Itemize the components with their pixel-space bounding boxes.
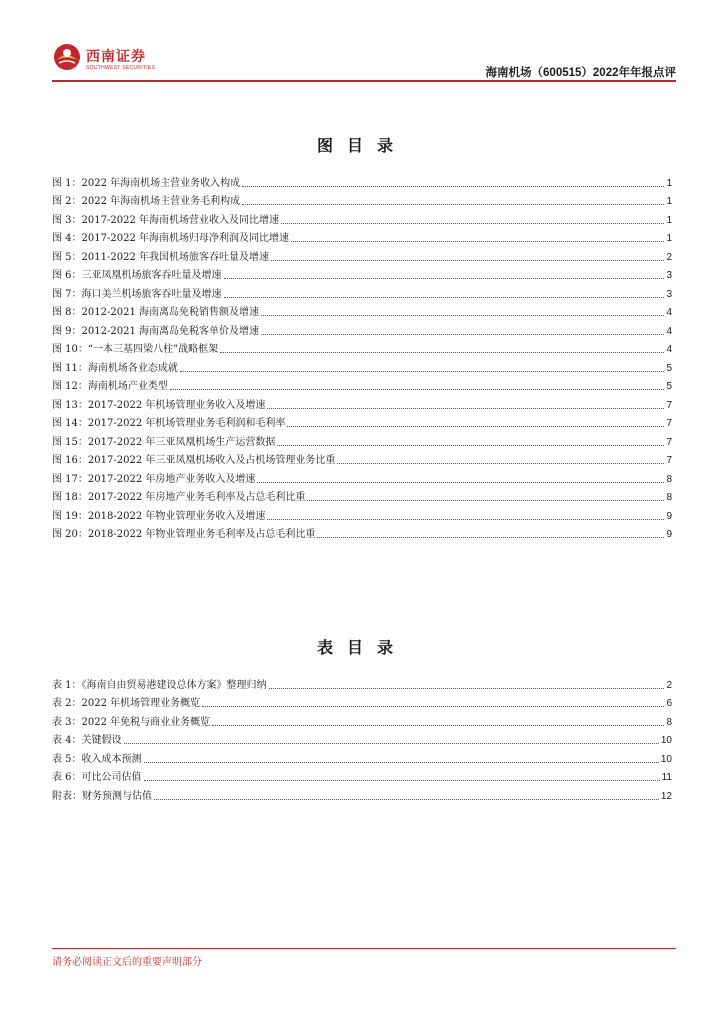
- table-toc-entry[interactable]: [52, 747, 672, 766]
- toc-entry-label: 表 3：2022 年免税与商业业务概览: [52, 716, 211, 728]
- toc-entry-label: 图 14：2017-2022 年机场管理业务毛利润和毛利率: [52, 418, 286, 429]
- toc-entry-page: 2: [666, 679, 672, 691]
- toc-entry-label: 图 6：三亚凤凰机场旅客吞吐量及增速: [52, 270, 222, 281]
- toc-entry-page: 8: [666, 716, 672, 728]
- toc-entry-label: 图 15：2017-2022 年三亚凤凰机场生产运营数据: [52, 436, 276, 448]
- toc-entry-page: 3: [666, 288, 672, 300]
- toc-entry-page: 5: [666, 381, 672, 392]
- figure-toc-entry[interactable]: [52, 356, 672, 375]
- toc-entry-page: 1: [666, 233, 672, 244]
- toc-entry-label: 图 12：海南机场产业类型: [52, 381, 168, 392]
- figure-toc-entry[interactable]: [52, 190, 672, 209]
- toc-entry-label: 表 2：2022 年机场管理业务概览: [52, 698, 201, 709]
- toc-entry-page: 7: [666, 418, 672, 429]
- toc-entry-page: 1: [666, 214, 672, 226]
- toc-entry-label: 表 1：《海南自由贸易港建设总体方案》整理归纳: [52, 679, 267, 691]
- toc-entry-label: 图 16：2017-2022 年三亚凤凰机场收入及占机场管理业务比重: [52, 455, 336, 466]
- dot-leader: [144, 762, 659, 763]
- toc-entry-label: 表 6：可比公司估值: [52, 772, 142, 783]
- toc-entry-page: 7: [666, 455, 672, 466]
- toc-entry-label: 图 5：2011-2022 年我国机场旅客吞吐量及增速: [52, 251, 269, 263]
- dot-leader: [271, 260, 664, 261]
- southwest-securities-logo-icon: [52, 42, 82, 72]
- dot-leader: [202, 706, 664, 707]
- dot-leader: [242, 204, 664, 205]
- dot-leader: [124, 743, 659, 744]
- toc-entry-label: 图 10：“一本三基四梁八柱”战略框架: [52, 344, 219, 355]
- figure-toc-entry[interactable]: [52, 467, 672, 486]
- toc-entry-page: 1: [666, 196, 672, 207]
- figure-list: [52, 171, 672, 541]
- toc-entry-page: 7: [666, 399, 672, 411]
- toc-entry-page: 1: [666, 177, 672, 189]
- toc-entry-page: 9: [666, 529, 672, 540]
- toc-entry-label: 图 17：2017-2022 年房地产业务收入及增速: [52, 473, 256, 485]
- figure-toc-entry[interactable]: [52, 523, 672, 542]
- dot-leader: [220, 352, 664, 353]
- brand-logo: [52, 40, 162, 76]
- table-toc-entry[interactable]: [52, 710, 672, 729]
- toc-entry-page: 6: [666, 698, 672, 709]
- toc-entry-page: 11: [661, 772, 672, 783]
- toc-entry-page: 9: [666, 510, 672, 522]
- figure-toc-entry[interactable]: [52, 245, 672, 264]
- toc-entry-label: 表 5：收入成本预测: [52, 753, 142, 765]
- figure-toc-entry[interactable]: [52, 486, 672, 505]
- dot-leader: [291, 241, 664, 242]
- logo-text-en: SOUTHWEST SECURITIES: [86, 65, 156, 71]
- disclaimer-note: 请务必阅读正文后的重要声明部分: [52, 957, 202, 968]
- figure-toc-entry[interactable]: [52, 504, 672, 523]
- figure-toc-entry[interactable]: [52, 338, 672, 357]
- toc-entry-label: 图 3：2017-2022 年海南机场营业收入及同比增速: [52, 214, 279, 226]
- figure-toc-entry[interactable]: [52, 208, 672, 227]
- table-list: [52, 673, 672, 803]
- figure-toc-entry[interactable]: [52, 171, 672, 190]
- toc-entry-label: 图 1：2022 年海南机场主营业务收入构成: [52, 177, 241, 189]
- toc-entry-page: 4: [666, 325, 672, 337]
- toc-entry-label: 图 9：2012-2021 海南离岛免税客单价及增速: [52, 325, 259, 337]
- dot-leader: [180, 371, 665, 372]
- table-list-title: 表目录: [316, 638, 407, 657]
- toc-entry-page: 8: [666, 473, 672, 485]
- toc-entry-page: 12: [660, 790, 672, 802]
- header-divider: [52, 80, 676, 82]
- dot-leader: [281, 223, 664, 224]
- toc-entry-page: 3: [666, 270, 672, 281]
- dot-leader: [224, 297, 665, 298]
- dot-leader: [154, 799, 659, 800]
- dot-leader: [170, 389, 665, 390]
- toc-entry-label: 图 20：2018-2022 年物业管理业务毛利率及占总毛利比重: [52, 529, 316, 540]
- dot-leader: [242, 186, 664, 187]
- toc-entry-page: 2: [666, 251, 672, 263]
- toc-entry-label: 图 18：2017-2022 年房地产业务毛利率及占总毛利比重: [52, 492, 306, 503]
- table-toc-entry[interactable]: [52, 729, 672, 748]
- dot-leader: [307, 500, 664, 501]
- figure-toc-entry[interactable]: [52, 375, 672, 394]
- toc-entry-label: 图 11：海南机场各业态成就: [52, 362, 178, 374]
- figure-toc-entry[interactable]: [52, 227, 672, 246]
- dot-leader: [277, 445, 664, 446]
- figure-toc-entry[interactable]: [52, 282, 672, 301]
- dot-leader: [269, 688, 665, 689]
- table-toc-entry[interactable]: [52, 784, 672, 803]
- figure-toc-entry[interactable]: [52, 393, 672, 412]
- toc-entry-page: 8: [666, 492, 672, 503]
- toc-entry-page: 5: [666, 362, 672, 374]
- dot-leader: [212, 725, 664, 726]
- toc-entry-label: 附表：财务预测与估值: [52, 790, 152, 802]
- table-toc-entry[interactable]: [52, 673, 672, 692]
- figure-toc-entry[interactable]: [52, 264, 672, 283]
- toc-entry-page: 10: [660, 753, 672, 765]
- dot-leader: [337, 463, 664, 464]
- toc-entry-page: 4: [666, 344, 672, 355]
- toc-entry-label: 图 19：2018-2022 年物业管理业务收入及增速: [52, 510, 266, 522]
- dot-leader: [287, 426, 664, 427]
- toc-entry-label: 图 13：2017-2022 年机场管理业务收入及增速: [52, 399, 266, 411]
- footer-divider: [52, 948, 676, 949]
- dot-leader: [267, 519, 664, 520]
- figure-toc-entry[interactable]: [52, 430, 672, 449]
- toc-entry-label: 图 2：2022 年海南机场主营业务毛利构成: [52, 196, 241, 207]
- dot-leader: [317, 537, 664, 538]
- toc-entry-label: 图 7：海口美兰机场旅客吞吐量及增速: [52, 288, 222, 300]
- figure-list-title: 图目录: [316, 136, 407, 155]
- figure-toc-entry[interactable]: [52, 412, 672, 431]
- toc-entry-label: 图 4：2017-2022 年海南机场归母净利润及同比增速: [52, 233, 289, 244]
- dot-leader: [144, 780, 660, 781]
- report-title: 海南机场（600515）2022年年报点评: [485, 67, 676, 79]
- figure-toc-entry[interactable]: [52, 449, 672, 468]
- dot-leader: [257, 482, 664, 483]
- dot-leader: [224, 278, 665, 279]
- table-toc-entry[interactable]: [52, 766, 672, 785]
- figure-toc-entry[interactable]: [52, 301, 672, 320]
- toc-entry-label: 图 8：2012-2021 海南离岛免税销售额及增速: [52, 307, 259, 318]
- toc-entry-page: 7: [666, 436, 672, 448]
- page-header: [52, 40, 676, 80]
- dot-leader: [261, 334, 664, 335]
- toc-entry-page: 4: [666, 307, 672, 318]
- figure-toc-entry[interactable]: [52, 319, 672, 338]
- dot-leader: [261, 315, 664, 316]
- toc-entry-page: 10: [660, 735, 672, 746]
- table-toc-entry[interactable]: [52, 692, 672, 711]
- logo-text-cn: 西南证券: [86, 49, 146, 65]
- dot-leader: [267, 408, 664, 409]
- toc-entry-label: 表 4：关键假设: [52, 735, 122, 746]
